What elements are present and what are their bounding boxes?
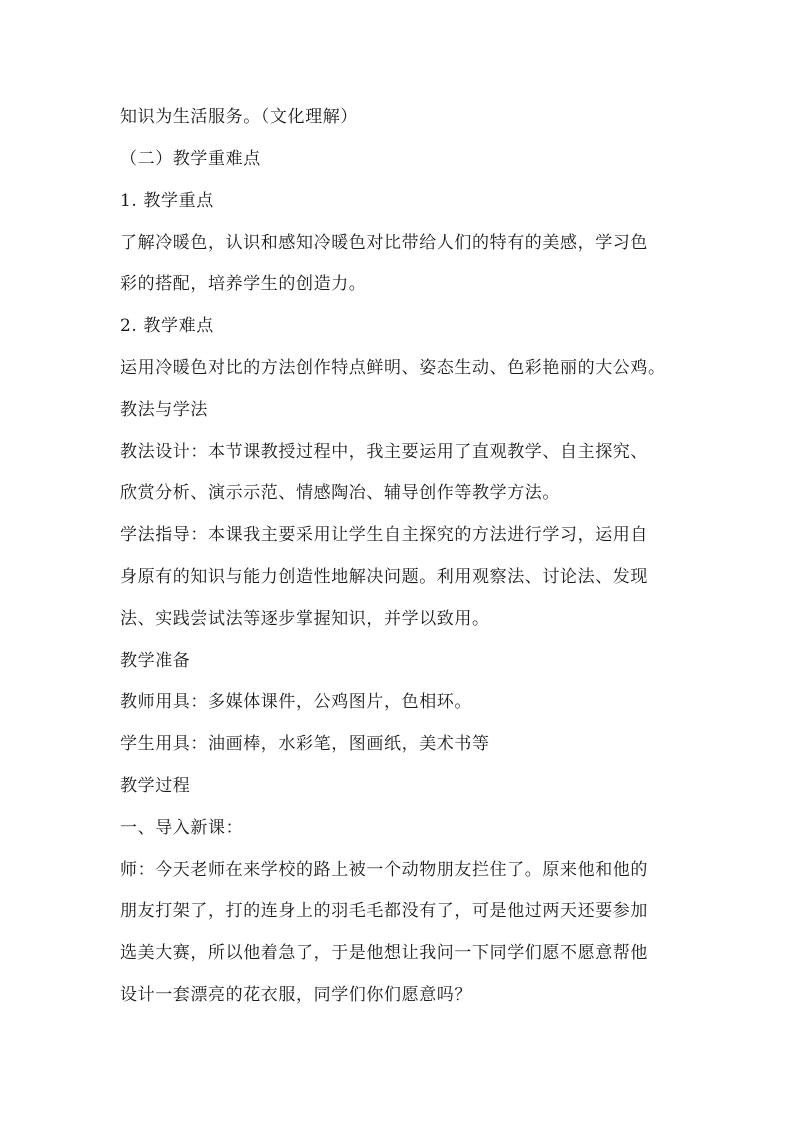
text-line: 师：今天老师在来学校的路上被一个动物朋友拦住了。原来他和他的 bbox=[120, 860, 648, 880]
text-line: 运用冷暖色对比的方法创作特点鲜明、姿态生动、色彩艳丽的大公鸡。 bbox=[120, 358, 666, 378]
text-line: 身原有的知识与能力创造性地解决问题。利用观察法、讨论法、发现 bbox=[120, 567, 648, 587]
subheading: 2. 教学难点 bbox=[120, 316, 214, 336]
subheading: 1. 教学重点 bbox=[120, 191, 214, 211]
section-heading: 教法与学法 bbox=[120, 400, 208, 420]
text-line: 学法指导：本课我主要采用让学生自主探究的方法进行学习，运用自 bbox=[120, 525, 648, 545]
subheading: 一、导入新课： bbox=[120, 818, 244, 838]
section-heading: 教学过程 bbox=[120, 776, 191, 796]
text-line: 彩的搭配，培养学生的创造力。 bbox=[120, 274, 367, 294]
text-line: 教法设计：本节课教授过程中，我主要运用了直观教学、自主探究、 bbox=[120, 442, 648, 462]
section-heading: （二）教学重难点 bbox=[120, 149, 261, 169]
text-line: 设计一套漂亮的花衣服，同学们你们愿意吗？ bbox=[120, 985, 472, 1005]
text-line: 法、实践尝试法等逐步掌握知识，并学以致用。 bbox=[120, 609, 490, 629]
text-line: 朋友打架了，打的连身上的羽毛毛都没有了，可是他过两天还要参加 bbox=[120, 901, 648, 921]
text-line: 教师用具：多媒体课件，公鸡图片，色相环。 bbox=[120, 692, 472, 712]
text-line: 选美大赛，所以他着急了，于是他想让我问一下同学们愿不愿意帮他 bbox=[120, 943, 648, 963]
text-line: 了解冷暖色，认识和感知冷暖色对比带给人们的特有的美感，学习色 bbox=[120, 233, 648, 253]
text-line: 学生用具：油画棒，水彩笔，图画纸，美术书等 bbox=[120, 734, 490, 754]
text-line: 欣赏分析、演示示范、情感陶冶、辅导创作等教学方法。 bbox=[120, 483, 560, 503]
text-line: 知识为生活服务。（文化理解） bbox=[120, 107, 358, 127]
section-heading: 教学准备 bbox=[120, 651, 191, 671]
